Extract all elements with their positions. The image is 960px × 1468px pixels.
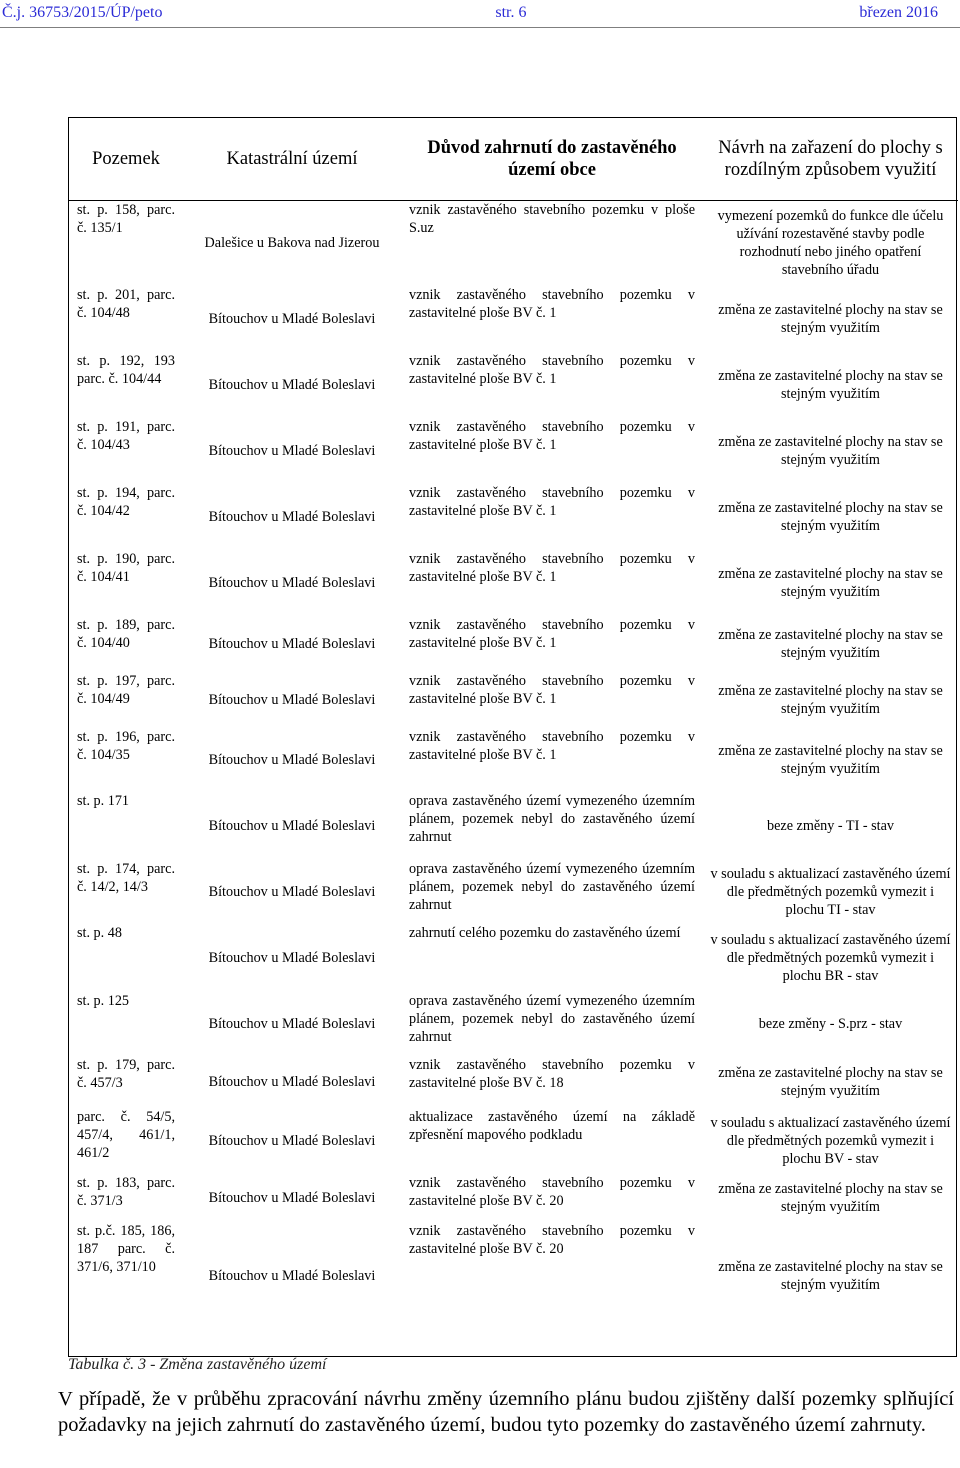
col-header-pozemek: Pozemek — [69, 118, 181, 200]
table-row — [69, 672, 958, 728]
cell-duvod: vznik zastavěného stavebního pozemku v zastavitelné ploše BV č. 1 — [409, 419, 695, 453]
cell-pozemek: parc. č. 54/5, 457/4, 461/1, 461/2 — [77, 1109, 175, 1161]
cell-katastralni-uzemi: Bítouchov u Mladé Boleslavi — [208, 818, 376, 834]
cell-duvod: vznik zastavěného stavebního pozemku v zastavitelné ploše BV č. 1 — [409, 729, 695, 763]
table-row — [69, 352, 958, 418]
cell-navrh: změna ze zastavitelné plochy na stav se stejným využitím — [718, 302, 943, 336]
page-header — [0, 0, 960, 26]
cell-pozemek: st. p.č. 185, 186, 187 parc. č. 371/6, 371/10 — [77, 1223, 175, 1275]
col-header-navrh: Návrh na zařazení do plochy s rozdílným způsobem využití — [701, 118, 958, 200]
table-row — [69, 728, 958, 792]
cell-katastralni-uzemi: Bítouchov u Mladé Boleslavi — [208, 1016, 376, 1032]
cell-katastralni-uzemi: Bítouchov u Mladé Boleslavi — [208, 1268, 376, 1284]
cell-katastralni-uzemi: Dalešice u Bakova nad Jizerou — [204, 235, 380, 252]
cell-duvod: oprava zastavěného území vymezeného územním plánem, pozemek nebyl do zastavěného území zahrnut — [409, 993, 695, 1045]
cell-pozemek: st. p. 183, parc. č. 371/3 — [77, 1175, 175, 1209]
table-row — [69, 1056, 958, 1108]
cell-navrh: změna ze zastavitelné plochy na stav se stejným využitím — [718, 683, 943, 717]
cell-pozemek: st. p. 197, parc. č. 104/49 — [77, 673, 175, 707]
cell-duvod: vznik zastavěného stavebního pozemku v zastavitelné ploše BV č. 1 — [409, 673, 695, 707]
cell-katastralni-uzemi: Bítouchov u Mladé Boleslavi — [208, 509, 376, 525]
cell-pozemek: st. p. 190, parc. č. 104/41 — [77, 551, 175, 585]
cell-pozemek: st. p. 201, parc. č. 104/48 — [77, 287, 175, 321]
cell-duvod: oprava zastavěného území vymezeného územním plánem, pozemek nebyl do zastavěného území zahrnut — [409, 793, 695, 845]
cell-navrh: v souladu s aktualizací zastavěného území dle předmětných pozemků vymezit i plochu BR - stav — [710, 932, 951, 984]
cell-duvod: vznik zastavěného stavebního pozemku v zastavitelné ploše BV č. 1 — [409, 287, 695, 321]
cell-duvod: vznik zastavěného stavebního pozemku v ploše S.uz — [409, 201, 695, 236]
cell-duvod: vznik zastavěného stavebního pozemku v zastavitelné ploše BV č. 1 — [409, 617, 695, 651]
table-row — [69, 1108, 958, 1174]
table-row — [69, 792, 958, 860]
cell-navrh: změna ze zastavitelné plochy na stav se stejným využitím — [718, 1065, 943, 1099]
table-row — [69, 200, 958, 286]
cell-navrh: změna ze zastavitelné plochy na stav se stejným využitím — [718, 1259, 943, 1293]
cell-duvod: vznik zastavěného stavebního pozemku v zastavitelné ploše BV č. 18 — [409, 1057, 695, 1091]
cell-katastralni-uzemi: Bítouchov u Mladé Boleslavi — [208, 311, 376, 327]
cell-navrh: změna ze zastavitelné plochy na stav se stejným využitím — [718, 500, 943, 534]
cell-katastralni-uzemi: Bítouchov u Mladé Boleslavi — [208, 950, 376, 966]
cell-katastralni-uzemi: Bítouchov u Mladé Boleslavi — [208, 377, 376, 393]
document-reference: Č.j. 36753/2015/ÚP/peto — [2, 4, 163, 21]
cell-pozemek: st. p. 174, parc. č. 14/2, 14/3 — [77, 861, 175, 895]
table-row — [69, 550, 958, 616]
cell-duvod: zahrnutí celého pozemku do zastavěného území — [409, 925, 681, 941]
cell-pozemek: st. p. 125 — [77, 993, 130, 1009]
cell-duvod: vznik zastavěného stavebního pozemku v zastavitelné ploše BV č. 1 — [409, 485, 695, 519]
cell-katastralni-uzemi: Bítouchov u Mladé Boleslavi — [208, 1074, 376, 1090]
table-grid — [69, 118, 958, 1330]
cell-navrh: změna ze zastavitelné plochy na stav se stejným využitím — [718, 1181, 943, 1215]
header-divider — [0, 27, 960, 28]
cell-katastralni-uzemi: Bítouchov u Mladé Boleslavi — [208, 1190, 376, 1206]
cell-navrh: vymezení pozemků do funkce dle účelu užívání rozestavěné stavby podle rozhodnutí nebo jiného opatření stavebního úřadu — [717, 208, 944, 279]
document-date: březen 2016 — [859, 4, 938, 21]
cell-pozemek: st. p. 191, parc. č. 104/43 — [77, 419, 175, 453]
cell-duvod: vznik zastavěného stavebního pozemku v zastavitelné ploše BV č. 1 — [409, 551, 695, 585]
cell-pozemek: st. p. 196, parc. č. 104/35 — [77, 729, 175, 763]
land-table — [68, 117, 957, 1357]
cell-pozemek: st. p. 194, parc. č. 104/42 — [77, 485, 175, 519]
cell-navrh: změna ze zastavitelné plochy na stav se stejným využitím — [718, 566, 943, 600]
col-header-duvod: Důvod zahrnutí do zastavěného území obce — [401, 118, 701, 200]
table-row — [69, 860, 958, 924]
cell-duvod: oprava zastavěného území vymezeného územním plánem, pozemek nebyl do zastavěného území zahrnut — [409, 861, 695, 913]
cell-katastralni-uzemi: Bítouchov u Mladé Boleslavi — [208, 1133, 376, 1149]
table-row — [69, 286, 958, 352]
cell-duvod: vznik zastavěného stavebního pozemku v zastavitelné ploše BV č. 20 — [409, 1223, 695, 1257]
table-row — [69, 1174, 958, 1222]
cell-navrh: v souladu s aktualizací zastavěného území dle předmětných pozemků vymezit i plochu TI - stav — [710, 866, 951, 918]
table-caption: Tabulka č. 3 - Změna zastavěného území — [68, 1356, 327, 1373]
table-row — [69, 418, 958, 484]
cell-katastralni-uzemi: Bítouchov u Mladé Boleslavi — [208, 752, 376, 768]
cell-navrh: změna ze zastavitelné plochy na stav se stejným využitím — [718, 434, 943, 468]
body-paragraph: V případě, že v průběhu zpracování návrhu změny územního plánu budou zjištěny další pozemky splňující požadavky na jejich zahrnutí do zastavěného území, budou tyto pozemky do zastavěného území zahrnuty. — [58, 1388, 954, 1436]
table-row — [69, 1222, 958, 1330]
page-number: str. 6 — [495, 4, 527, 21]
cell-pozemek: st. p. 192, 193 parc. č. 104/44 — [77, 353, 175, 387]
cell-navrh: změna ze zastavitelné plochy na stav se stejným využitím — [718, 627, 943, 661]
table-row — [69, 616, 958, 672]
cell-duvod: aktualizace zastavěného území na základě zpřesnění mapového podkladu — [409, 1109, 695, 1143]
table-row — [69, 924, 958, 992]
cell-katastralni-uzemi: Bítouchov u Mladé Boleslavi — [208, 443, 376, 459]
cell-katastralni-uzemi: Bítouchov u Mladé Boleslavi — [208, 575, 376, 591]
cell-navrh: v souladu s aktualizací zastavěného území dle předmětných pozemků vymezit i plochu BV - stav — [710, 1115, 951, 1167]
cell-pozemek: st. p. 179, parc. č. 457/3 — [77, 1057, 175, 1091]
cell-katastralni-uzemi: Bítouchov u Mladé Boleslavi — [208, 884, 376, 900]
cell-pozemek: st. p. 48 — [77, 925, 122, 941]
cell-navrh: beze změny - TI - stav — [767, 818, 894, 834]
cell-pozemek: st. p. 171 — [77, 793, 130, 809]
table-row — [69, 484, 958, 550]
cell-duvod: vznik zastavěného stavebního pozemku v zastavitelné ploše BV č. 20 — [409, 1175, 695, 1209]
cell-pozemek: st. p. 189, parc. č. 104/40 — [77, 617, 175, 651]
cell-navrh: změna ze zastavitelné plochy na stav se stejným využitím — [718, 368, 943, 402]
cell-pozemek: st. p. 158, parc. č. 135/1 — [77, 201, 175, 236]
cell-katastralni-uzemi: Bítouchov u Mladé Boleslavi — [208, 692, 376, 708]
col-header-katastr: Katastrální území — [181, 118, 401, 200]
table-row — [69, 992, 958, 1056]
cell-katastralni-uzemi: Bítouchov u Mladé Boleslavi — [208, 636, 376, 652]
table-body — [69, 200, 958, 1330]
cell-navrh: beze změny - S.prz - stav — [758, 1016, 903, 1032]
cell-duvod: vznik zastavěného stavebního pozemku v zastavitelné ploše BV č. 1 — [409, 353, 695, 387]
cell-navrh: změna ze zastavitelné plochy na stav se stejným využitím — [718, 743, 943, 777]
